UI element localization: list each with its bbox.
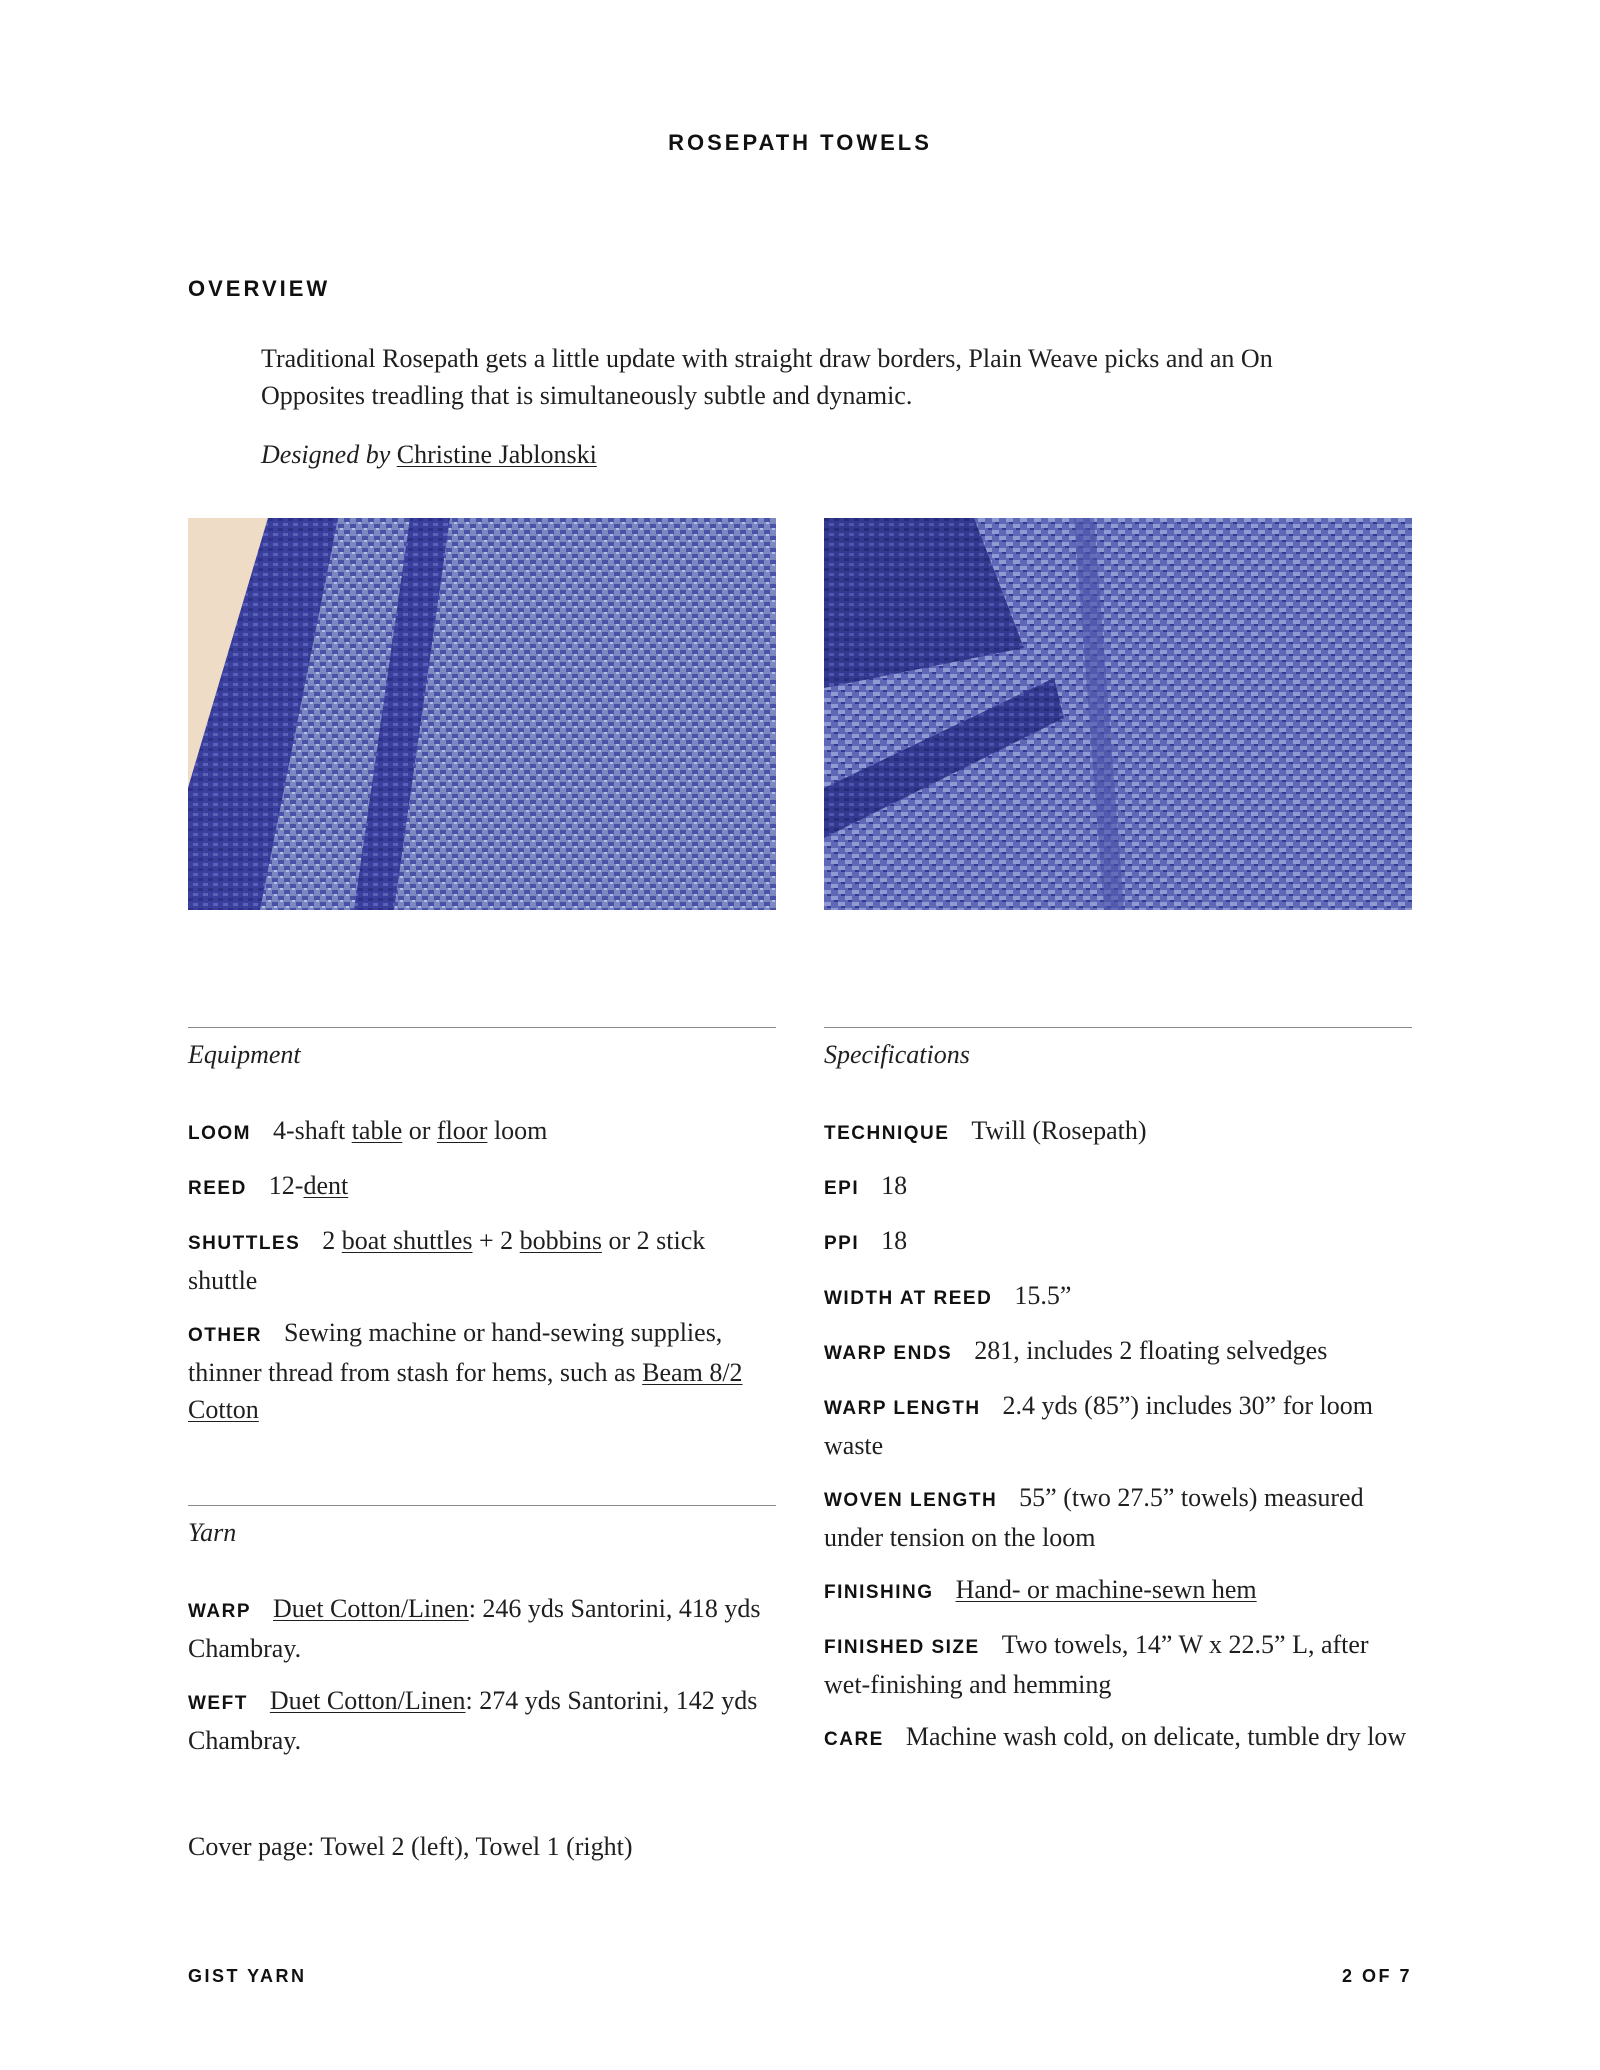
- loom-text-end: loom: [487, 1116, 548, 1145]
- ppi-value: 18: [881, 1226, 908, 1255]
- designer-link[interactable]: Christine Jablonski: [396, 440, 597, 469]
- warp-length-value: 2.4 yds (85”) includes 30” for loom waste: [824, 1391, 1373, 1460]
- woven-length-label: WOVEN LENGTH: [824, 1490, 998, 1511]
- shuttles-text: 2: [322, 1226, 342, 1255]
- warp-label: WARP: [188, 1601, 251, 1622]
- spec-reed: [188, 1167, 776, 1207]
- page-number: 2 OF 7: [1341, 1966, 1412, 1986]
- footer-brand: GIST YARN: [188, 1966, 307, 1986]
- spec-care: [824, 1718, 1412, 1758]
- yarn-title: Yarn: [188, 1518, 237, 1547]
- table-loom-link[interactable]: table: [351, 1116, 403, 1145]
- weft-yarn-link[interactable]: Duet Cotton/Linen: [269, 1686, 466, 1715]
- bobbins-link[interactable]: bobbins: [519, 1226, 603, 1255]
- width-at-reed-value: 15.5”: [1014, 1281, 1072, 1310]
- spec-finishing: [824, 1571, 1412, 1611]
- beam-cotton-link[interactable]: Beam 8/2 Cotton: [188, 1358, 743, 1424]
- epi-value: 18: [881, 1171, 908, 1200]
- epi-label: EPI: [824, 1178, 860, 1199]
- care-value: Machine wash cold, on delicate, tumble dry low: [905, 1722, 1407, 1751]
- towel-photo-left: [188, 518, 776, 910]
- weft-label: WEFT: [188, 1693, 248, 1714]
- loom-text-mid: or: [402, 1116, 437, 1145]
- ppi-label: PPI: [824, 1233, 860, 1254]
- spec-warp-length: [824, 1387, 1412, 1464]
- width-at-reed-label: WIDTH AT REED: [824, 1288, 993, 1309]
- equipment-title: Equipment: [188, 1040, 301, 1069]
- warp-yarn-text: : 246 yds Santorini, 418 yds Chambray.: [188, 1594, 761, 1663]
- specifications-title: Specifications: [824, 1040, 970, 1069]
- designed-by-prefix: Designed by: [261, 440, 391, 469]
- shuttles-text-end: or 2 stick shuttle: [188, 1226, 706, 1295]
- spec-warp-yarn: [188, 1590, 776, 1667]
- overview-heading: OVERVIEW: [188, 276, 331, 301]
- technique-value: Twill (Rosepath): [971, 1116, 1147, 1145]
- warp-yarn-link[interactable]: Duet Cotton/Linen: [273, 1594, 469, 1623]
- woven-length-value: 55” (two 27.5” towels) measured under tension on the loom: [824, 1483, 1364, 1552]
- hem-link[interactable]: Hand- or machine-sewn hem: [955, 1575, 1257, 1604]
- finished-size-label: FINISHED SIZE: [824, 1637, 980, 1658]
- overview-description: Traditional Rosepath gets a little update with straight draw borders, Plain Weave picks and an On Opposites treadling that is simultaneously subtle and dynamic.: [261, 344, 1273, 410]
- spec-warp-ends: [824, 1332, 1412, 1372]
- shuttles-text-mid: + 2: [472, 1226, 520, 1255]
- dent-link[interactable]: dent: [303, 1171, 349, 1200]
- page-title: ROSEPATH TOWELS: [668, 130, 932, 155]
- spec-epi: [824, 1167, 1412, 1207]
- spec-shuttles: [188, 1222, 776, 1299]
- care-label: CARE: [824, 1729, 884, 1750]
- loom-text: 4-shaft: [273, 1116, 352, 1145]
- designer-credit: [261, 436, 597, 473]
- weft-yarn-text: : 274 yds Santorini, 142 yds Chambray.: [188, 1686, 758, 1755]
- spec-ppi: [824, 1222, 1412, 1262]
- finished-size-value: Two towels, 14” W x 22.5” L, after wet-finishing and hemming: [824, 1630, 1369, 1699]
- equipment-rule: [188, 1027, 776, 1028]
- shuttles-label: SHUTTLES: [188, 1233, 301, 1254]
- cover-caption: Cover page: Towel 2 (left), Towel 1 (right): [188, 1832, 633, 1861]
- spec-other: [188, 1314, 776, 1428]
- loom-label: LOOM: [188, 1123, 251, 1144]
- spec-weft-yarn: [188, 1682, 776, 1759]
- warp-ends-label: WARP ENDS: [824, 1343, 953, 1364]
- technique-label: TECHNIQUE: [824, 1123, 950, 1144]
- spec-width-at-reed: [824, 1277, 1412, 1317]
- floor-loom-link[interactable]: floor: [436, 1116, 488, 1145]
- specifications-rule: [824, 1027, 1412, 1028]
- warp-length-label: WARP LENGTH: [824, 1398, 981, 1419]
- other-label: OTHER: [188, 1325, 262, 1346]
- boat-shuttles-link[interactable]: boat shuttles: [341, 1226, 473, 1255]
- yarn-rule: [188, 1505, 776, 1506]
- spec-woven-length: [824, 1479, 1412, 1556]
- finishing-label: FINISHING: [824, 1582, 934, 1603]
- towel-photo-right: [824, 518, 1412, 910]
- spec-finished-size: [824, 1626, 1412, 1703]
- reed-label: REED: [188, 1178, 247, 1199]
- other-text: Sewing machine or hand-sewing supplies, thinner thread from stash for hems, such as: [188, 1318, 723, 1387]
- spec-technique: [824, 1112, 1412, 1152]
- spec-loom: [188, 1112, 776, 1152]
- warp-ends-value: 281, includes 2 floating selvedges: [974, 1336, 1328, 1365]
- reed-text: 12-: [268, 1171, 304, 1200]
